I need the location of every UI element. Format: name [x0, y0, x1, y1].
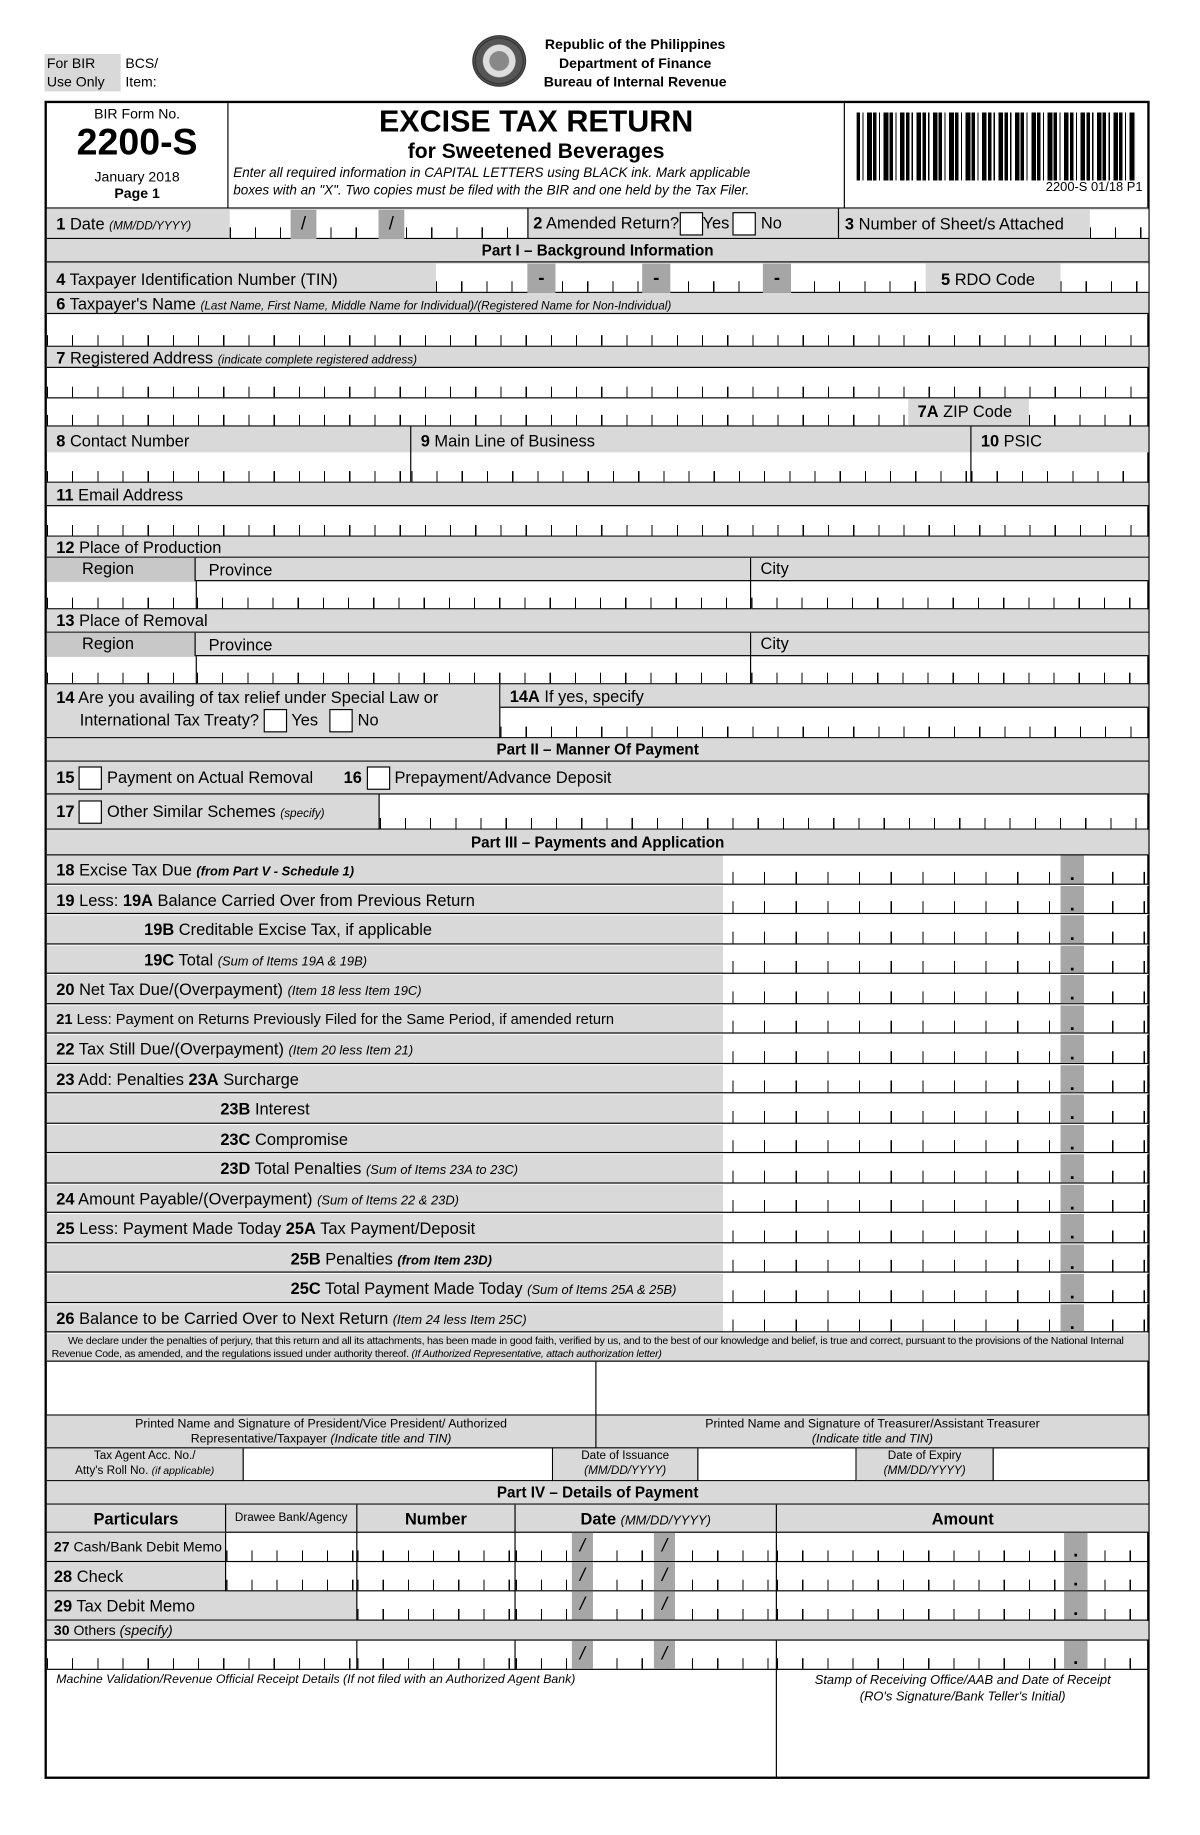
item-label — [47, 1274, 723, 1303]
item-sub: 23D — [220, 1158, 251, 1178]
decimal-point: . — [1061, 1035, 1084, 1063]
item-amount-input[interactable] — [723, 1274, 1148, 1303]
amended-return: 2 Amended Return? Yes No — [527, 209, 782, 239]
form-date: January 2018 — [94, 168, 180, 186]
item-amount-input[interactable] — [723, 1184, 1148, 1213]
decimal-point: . — [1061, 1005, 1084, 1033]
agency-line-2: Department of Finance — [558, 55, 712, 72]
col-amount: Amount — [931, 1509, 994, 1529]
decimal-point: . — [1061, 1274, 1084, 1302]
item-amount-input[interactable] — [723, 1065, 1148, 1094]
decimal-point: . — [1061, 1214, 1084, 1242]
item-pre: Less: Payment Made Today — [79, 1218, 282, 1238]
item-amount-input[interactable] — [723, 885, 1148, 914]
item-text: Balance Carried Over from Previous Return — [157, 890, 475, 909]
production-city-input[interactable] — [751, 581, 1148, 609]
item-sub: 19B — [144, 919, 175, 939]
item-num: 18 — [56, 860, 75, 879]
decimal-point: . — [1061, 855, 1084, 883]
item-amount-input[interactable] — [723, 1124, 1148, 1153]
agency-header — [530, 35, 741, 91]
row-29-amount-input[interactable] — [777, 1591, 1148, 1620]
item-19C-row — [47, 945, 1149, 975]
item-label — [47, 885, 723, 914]
relief-yes-checkbox[interactable] — [264, 709, 287, 732]
item-label — [47, 1035, 723, 1064]
row-29-date-input[interactable] — [516, 1591, 777, 1620]
item-note: (Item 20 less Item 21) — [288, 1044, 414, 1059]
declaration: We declare under the penalties of perjury, that this return and all its attachments, has been made in good faith, verified by us, and to the best of our knowledge and belief, is true and correct, pursuant to the provisions of the National Internal Revenue Code, as amended, and the regulations issued under authority thereof. (If Authorized Representative, attach authorization letter) — [47, 1334, 1149, 1362]
agency-line-1: Republic of the Philippines — [544, 36, 726, 53]
item-sub: 25A — [285, 1218, 316, 1238]
row-30-specify-input[interactable] — [47, 1641, 358, 1670]
issuance-label: Date of Issuance (MM/DD/YYYY) — [553, 1448, 698, 1481]
decimal-point: . — [1061, 915, 1084, 943]
validation-area — [47, 1670, 777, 1778]
rdo-label: 5 RDO Code — [941, 269, 1035, 289]
bir-use-label-2: Use Only — [46, 73, 105, 91]
item-25C-row — [47, 1274, 1149, 1304]
item-num: 23 — [56, 1069, 75, 1089]
specify-input[interactable] — [500, 708, 1148, 738]
item-23B-row — [47, 1095, 1149, 1125]
item-text: Penalties — [325, 1248, 393, 1268]
production-province-label: Province — [208, 560, 273, 579]
other-schemes: 17 Other Similar Schemes (specify) — [47, 795, 380, 830]
item-label — [47, 1005, 723, 1034]
row-30-date-input[interactable] — [516, 1641, 777, 1670]
item-note: (Sum of Items 23A to 23C) — [365, 1163, 519, 1178]
item-label — [47, 915, 723, 944]
item-text: Balance to be Carried Over to Next Return — [79, 1308, 389, 1328]
zip-input[interactable] — [1029, 398, 1149, 426]
form-title: EXCISE TAX RETURN — [378, 103, 694, 139]
business-label: 9 Main Line of Business — [410, 427, 595, 483]
item-text: Amount Payable/(Overpayment) — [78, 1188, 313, 1208]
item-text: Creditable Excise Tax, if applicable — [178, 919, 433, 939]
item-text: Tax Payment/Deposit — [320, 1218, 476, 1238]
date-slash: / — [654, 1591, 675, 1619]
rdo-input[interactable] — [1061, 264, 1149, 293]
prepayment-checkbox[interactable] — [366, 767, 389, 790]
decimal-point: . — [1061, 1154, 1084, 1182]
form-number: 2200-S — [76, 120, 198, 163]
item-text: Compromise — [254, 1129, 348, 1148]
item-amount-input[interactable] — [723, 975, 1148, 1004]
item-num: 25 — [56, 1218, 75, 1238]
barcode — [857, 113, 1136, 181]
item-23A-row — [47, 1065, 1149, 1095]
item-note: (from Item 23D) — [397, 1253, 492, 1268]
item-amount-input[interactable] — [723, 1095, 1148, 1124]
item-label: Item: — [125, 73, 157, 91]
item-text: Excise Tax Due — [79, 860, 192, 879]
treasurer-signature-field[interactable] — [596, 1362, 1148, 1416]
relief-no-checkbox[interactable] — [330, 709, 353, 732]
payment-options: 15 Payment on Actual Removal 16 Prepayment/Advance Deposit — [47, 762, 1149, 795]
tin-dash: - — [642, 264, 670, 293]
zip-label: 7A ZIP Code — [908, 398, 1029, 426]
item-note: (from Part V - Schedule 1) — [196, 864, 354, 879]
date-label: 1 Date (MM/DD/YYYY) — [56, 214, 192, 234]
date-slash: / — [572, 1641, 593, 1669]
part-2-title: Part II – Manner Of Payment — [47, 738, 1149, 761]
decimal-point: . — [1064, 1591, 1087, 1619]
removal-region-input[interactable] — [47, 656, 196, 684]
date-slash: / — [572, 1591, 593, 1619]
tin-label: 4 Taxpayer Identification Number (TIN) — [56, 269, 338, 289]
item-label — [47, 1184, 723, 1213]
item-amount-input[interactable] — [723, 1244, 1148, 1273]
removal-city-input[interactable] — [751, 656, 1148, 684]
sheets-label: 3 Number of Sheet/s Attached — [838, 209, 1064, 239]
stamp-area: Stamp of Receiving Office/AAB and Date of Receipt (RO's Signature/Bank Teller's Initial) — [814, 1673, 1111, 1704]
specify-label: 14A If yes, specify — [500, 684, 1148, 707]
item-23C-row — [47, 1124, 1149, 1154]
item-text: Surcharge — [223, 1069, 299, 1089]
actual-removal-checkbox[interactable] — [79, 767, 102, 790]
form-no-label: BIR Form No. — [94, 105, 181, 122]
item-sub: 19C — [144, 949, 175, 969]
bir-use-only — [45, 54, 121, 92]
signature-2-label: Printed Name and Signature of Treasurer/Assistant Treasurer (Indicate title and TIN) — [596, 1416, 1148, 1449]
row-28-date-input[interactable] — [516, 1562, 777, 1591]
name-label: 6 Taxpayer's Name (Last Name, First Name, Middle Name for Individual)/(Registered Name for Non-Individual) — [47, 293, 1149, 314]
address-input-line-2[interactable] — [47, 398, 908, 426]
item-19B-row — [47, 915, 1149, 945]
item-text: Tax Still Due/(Overpayment) — [78, 1039, 284, 1059]
item-19A-row — [47, 885, 1149, 915]
item-text: Interest — [254, 1099, 310, 1118]
form-subtitle: for Sweetened Beverages — [407, 139, 665, 163]
address-label: 7 Registered Address (indicate complete registered address) — [47, 347, 1149, 368]
row-27-date-input[interactable] — [516, 1533, 777, 1562]
item-note: (Sum of Items 19A & 19B) — [217, 954, 367, 969]
item-amount-input[interactable] — [723, 915, 1148, 944]
item-num: 26 — [56, 1308, 75, 1328]
barcode-code: 2200-S 01/18 P1 — [1045, 180, 1143, 195]
amended-no-checkbox[interactable] — [733, 212, 756, 235]
row-29-number-input[interactable] — [357, 1591, 515, 1620]
title-block — [229, 103, 845, 208]
row-30-amount-input[interactable] — [777, 1641, 1148, 1670]
psic-label: 10 PSIC — [970, 427, 1042, 483]
tin-dash: - — [763, 264, 791, 293]
row-28-number-input[interactable] — [357, 1562, 515, 1591]
bir-use-label: For BIR — [46, 55, 96, 72]
decimal-point: . — [1061, 1304, 1084, 1332]
col-particulars: Particulars — [47, 1505, 226, 1533]
item-amount-input[interactable] — [723, 1304, 1148, 1333]
instructions-line-1: Enter all required information in CAPITAL LETTERS using BLACK ink. Mark applicable — [233, 166, 751, 181]
sheets-input[interactable] — [1090, 210, 1149, 239]
removal-province-input[interactable] — [196, 656, 750, 684]
expiry-input[interactable] — [994, 1448, 1149, 1481]
item-amount-input[interactable] — [723, 1035, 1148, 1064]
other-schemes-input[interactable] — [380, 795, 1149, 830]
item-label — [47, 1095, 723, 1124]
decimal-point: . — [1064, 1533, 1087, 1561]
tin-dash: - — [527, 264, 555, 293]
removal-region-label: Region — [47, 633, 196, 656]
contact-label: 8 Contact Number — [56, 431, 190, 450]
part-4-title: Part IV – Details of Payment — [47, 1481, 1149, 1504]
production-region-input[interactable] — [47, 581, 196, 609]
other-schemes-checkbox[interactable] — [79, 801, 102, 824]
bir-seal-logo — [472, 35, 526, 87]
item-label — [47, 1244, 723, 1273]
removal-city-label: City — [750, 633, 789, 685]
row-27-bank-input[interactable] — [226, 1533, 357, 1562]
row-28-label: 28 Check — [47, 1562, 226, 1591]
item-23D-row — [47, 1154, 1149, 1184]
decimal-point: . — [1061, 1095, 1084, 1123]
item-label — [47, 1065, 723, 1094]
business-input[interactable] — [411, 452, 970, 482]
signature-1-label: Printed Name and Signature of President/Vice President/ Authorized Representative/Taxpayer (Indicate title and TIN) — [47, 1416, 597, 1449]
decimal-point: . — [1061, 885, 1084, 913]
psic-input[interactable] — [971, 452, 1148, 482]
removal-province-label: Province — [208, 635, 273, 654]
row-30-number-input[interactable] — [357, 1641, 515, 1670]
item-note: (Sum of Items 22 & 23D) — [317, 1193, 459, 1208]
item-label — [47, 1154, 723, 1183]
decimal-point: . — [1061, 1244, 1084, 1272]
date-slash: / — [572, 1533, 593, 1561]
bcs-item — [125, 54, 158, 92]
item-text: Total Penalties — [254, 1158, 362, 1178]
decimal-point: . — [1061, 945, 1084, 973]
production-region-label: Region — [47, 558, 196, 581]
decimal-point: . — [1061, 1124, 1084, 1152]
item-22-row — [47, 1035, 1149, 1065]
decimal-point: . — [1061, 975, 1084, 1003]
item-21-row — [47, 1005, 1149, 1035]
address-input-line-1[interactable] — [47, 368, 1149, 398]
bcs-label: BCS/ — [125, 55, 159, 72]
tax-agent-input[interactable] — [244, 1448, 553, 1481]
item-text: Total — [178, 949, 214, 969]
decimal-point: . — [1061, 1065, 1084, 1093]
row-29-label: 29 Tax Debit Memo — [47, 1591, 358, 1620]
item-label — [47, 1214, 723, 1243]
item-25B-row — [47, 1244, 1149, 1274]
amended-yes-checkbox[interactable] — [679, 212, 702, 235]
decimal-point: . — [1064, 1641, 1087, 1669]
item-label — [47, 1304, 723, 1333]
barcode-block — [845, 103, 1147, 208]
item-num: 24 — [56, 1188, 75, 1208]
president-signature-field[interactable] — [47, 1362, 597, 1416]
part-3-title: Part III – Payments and Application — [47, 830, 1149, 856]
item-note: (Item 24 less Item 25C) — [392, 1313, 527, 1328]
date-slash: / — [379, 210, 405, 239]
item-sub: 23C — [220, 1129, 251, 1148]
production-province-input[interactable] — [196, 581, 750, 609]
tax-agent-label: Tax Agent Acc. No./ Atty's Roll No. (if applicable) — [47, 1448, 244, 1481]
page-number: Page 1 — [114, 185, 160, 202]
item-num: 20 — [56, 979, 75, 999]
validation-label: Machine Validation/Revenue Official Receipt Details (If not filed with an Authorized Agent Bank) — [56, 1672, 576, 1687]
row-28-bank-input[interactable] — [226, 1562, 357, 1591]
row-27-number-input[interactable] — [357, 1533, 515, 1562]
production-label: 12 Place of Production — [47, 537, 1149, 558]
tax-relief-question: 14 Are you availing of tax relief under Special Law or International Tax Treaty? Yes No — [47, 684, 501, 738]
item-num: 22 — [56, 1039, 75, 1059]
row-30-label: 30 Others (specify) — [47, 1621, 1149, 1641]
tin-input[interactable] — [436, 264, 926, 293]
date-slash: / — [291, 210, 317, 239]
item-18-row — [47, 855, 1149, 885]
contact-input[interactable] — [47, 452, 410, 482]
item-text: Net Tax Due/(Overpayment) — [79, 979, 284, 999]
item-amount-input[interactable] — [723, 1154, 1148, 1183]
row-27-label: 27 Cash/Bank Debit Memo — [47, 1533, 226, 1562]
item-amount-input[interactable] — [723, 945, 1148, 974]
item-sub: 19A — [122, 890, 153, 909]
item-25A-row — [47, 1214, 1149, 1244]
item-pre: Less: — [79, 890, 119, 909]
col-date: Date (MM/DD/YYYY) — [516, 1505, 777, 1533]
email-input[interactable] — [47, 506, 1149, 536]
issuance-input[interactable] — [698, 1448, 856, 1481]
email-label: 11 Email Address — [47, 483, 1149, 506]
date-slash: / — [654, 1641, 675, 1669]
item-sub: 23B — [220, 1099, 251, 1118]
item-label — [47, 945, 723, 974]
date-slash: / — [654, 1533, 675, 1561]
item-text: Less: Payment on Returns Previously Filed for the Same Period, if amended return — [76, 1010, 615, 1028]
col-bank: Drawee Bank/Agency — [226, 1505, 357, 1533]
item-label — [47, 855, 723, 884]
item-amount-input[interactable] — [723, 855, 1148, 884]
item-num: 19 — [56, 890, 75, 909]
item-amount-input[interactable] — [723, 1005, 1148, 1034]
item-26-row — [47, 1304, 1149, 1334]
item-pre: Add: Penalties — [78, 1069, 184, 1089]
form-number-block — [47, 103, 229, 208]
item-20-row — [47, 975, 1149, 1005]
item-label — [47, 975, 723, 1004]
date-slash: / — [572, 1562, 593, 1590]
decimal-point: . — [1061, 1184, 1084, 1212]
item-note: (Item 18 less Item 19C) — [287, 984, 422, 999]
row-28-amount-input[interactable] — [777, 1562, 1148, 1591]
item-sub: 25C — [290, 1278, 321, 1298]
item-text: Total Payment Made Today — [324, 1278, 523, 1298]
item-num: 21 — [56, 1010, 73, 1028]
item-24-row — [47, 1184, 1149, 1214]
row-27-amount-input[interactable] — [777, 1533, 1148, 1562]
item-label — [47, 1124, 723, 1153]
production-city-label: City — [750, 558, 789, 610]
item-sub: 25B — [290, 1248, 321, 1268]
agency-line-3: Bureau of Internal Revenue — [543, 73, 727, 91]
date-slash: / — [654, 1562, 675, 1590]
expiry-label: Date of Expiry (MM/DD/YYYY) — [857, 1448, 994, 1481]
col-number: Number — [357, 1505, 515, 1533]
part-1-title: Part I – Background Information — [47, 239, 1149, 262]
taxpayer-name-input[interactable] — [47, 314, 1149, 347]
decimal-point: . — [1064, 1562, 1087, 1590]
item-amount-input[interactable] — [723, 1214, 1148, 1243]
instructions-line-2: boxes with an "X". Two copies must be filed with the BIR and one held by the Tax Filer. — [233, 183, 750, 199]
item-sub: 23A — [188, 1069, 219, 1089]
removal-label: 13 Place of Removal — [47, 609, 1149, 632]
item-note: (Sum of Items 25A & 25B) — [527, 1283, 677, 1298]
